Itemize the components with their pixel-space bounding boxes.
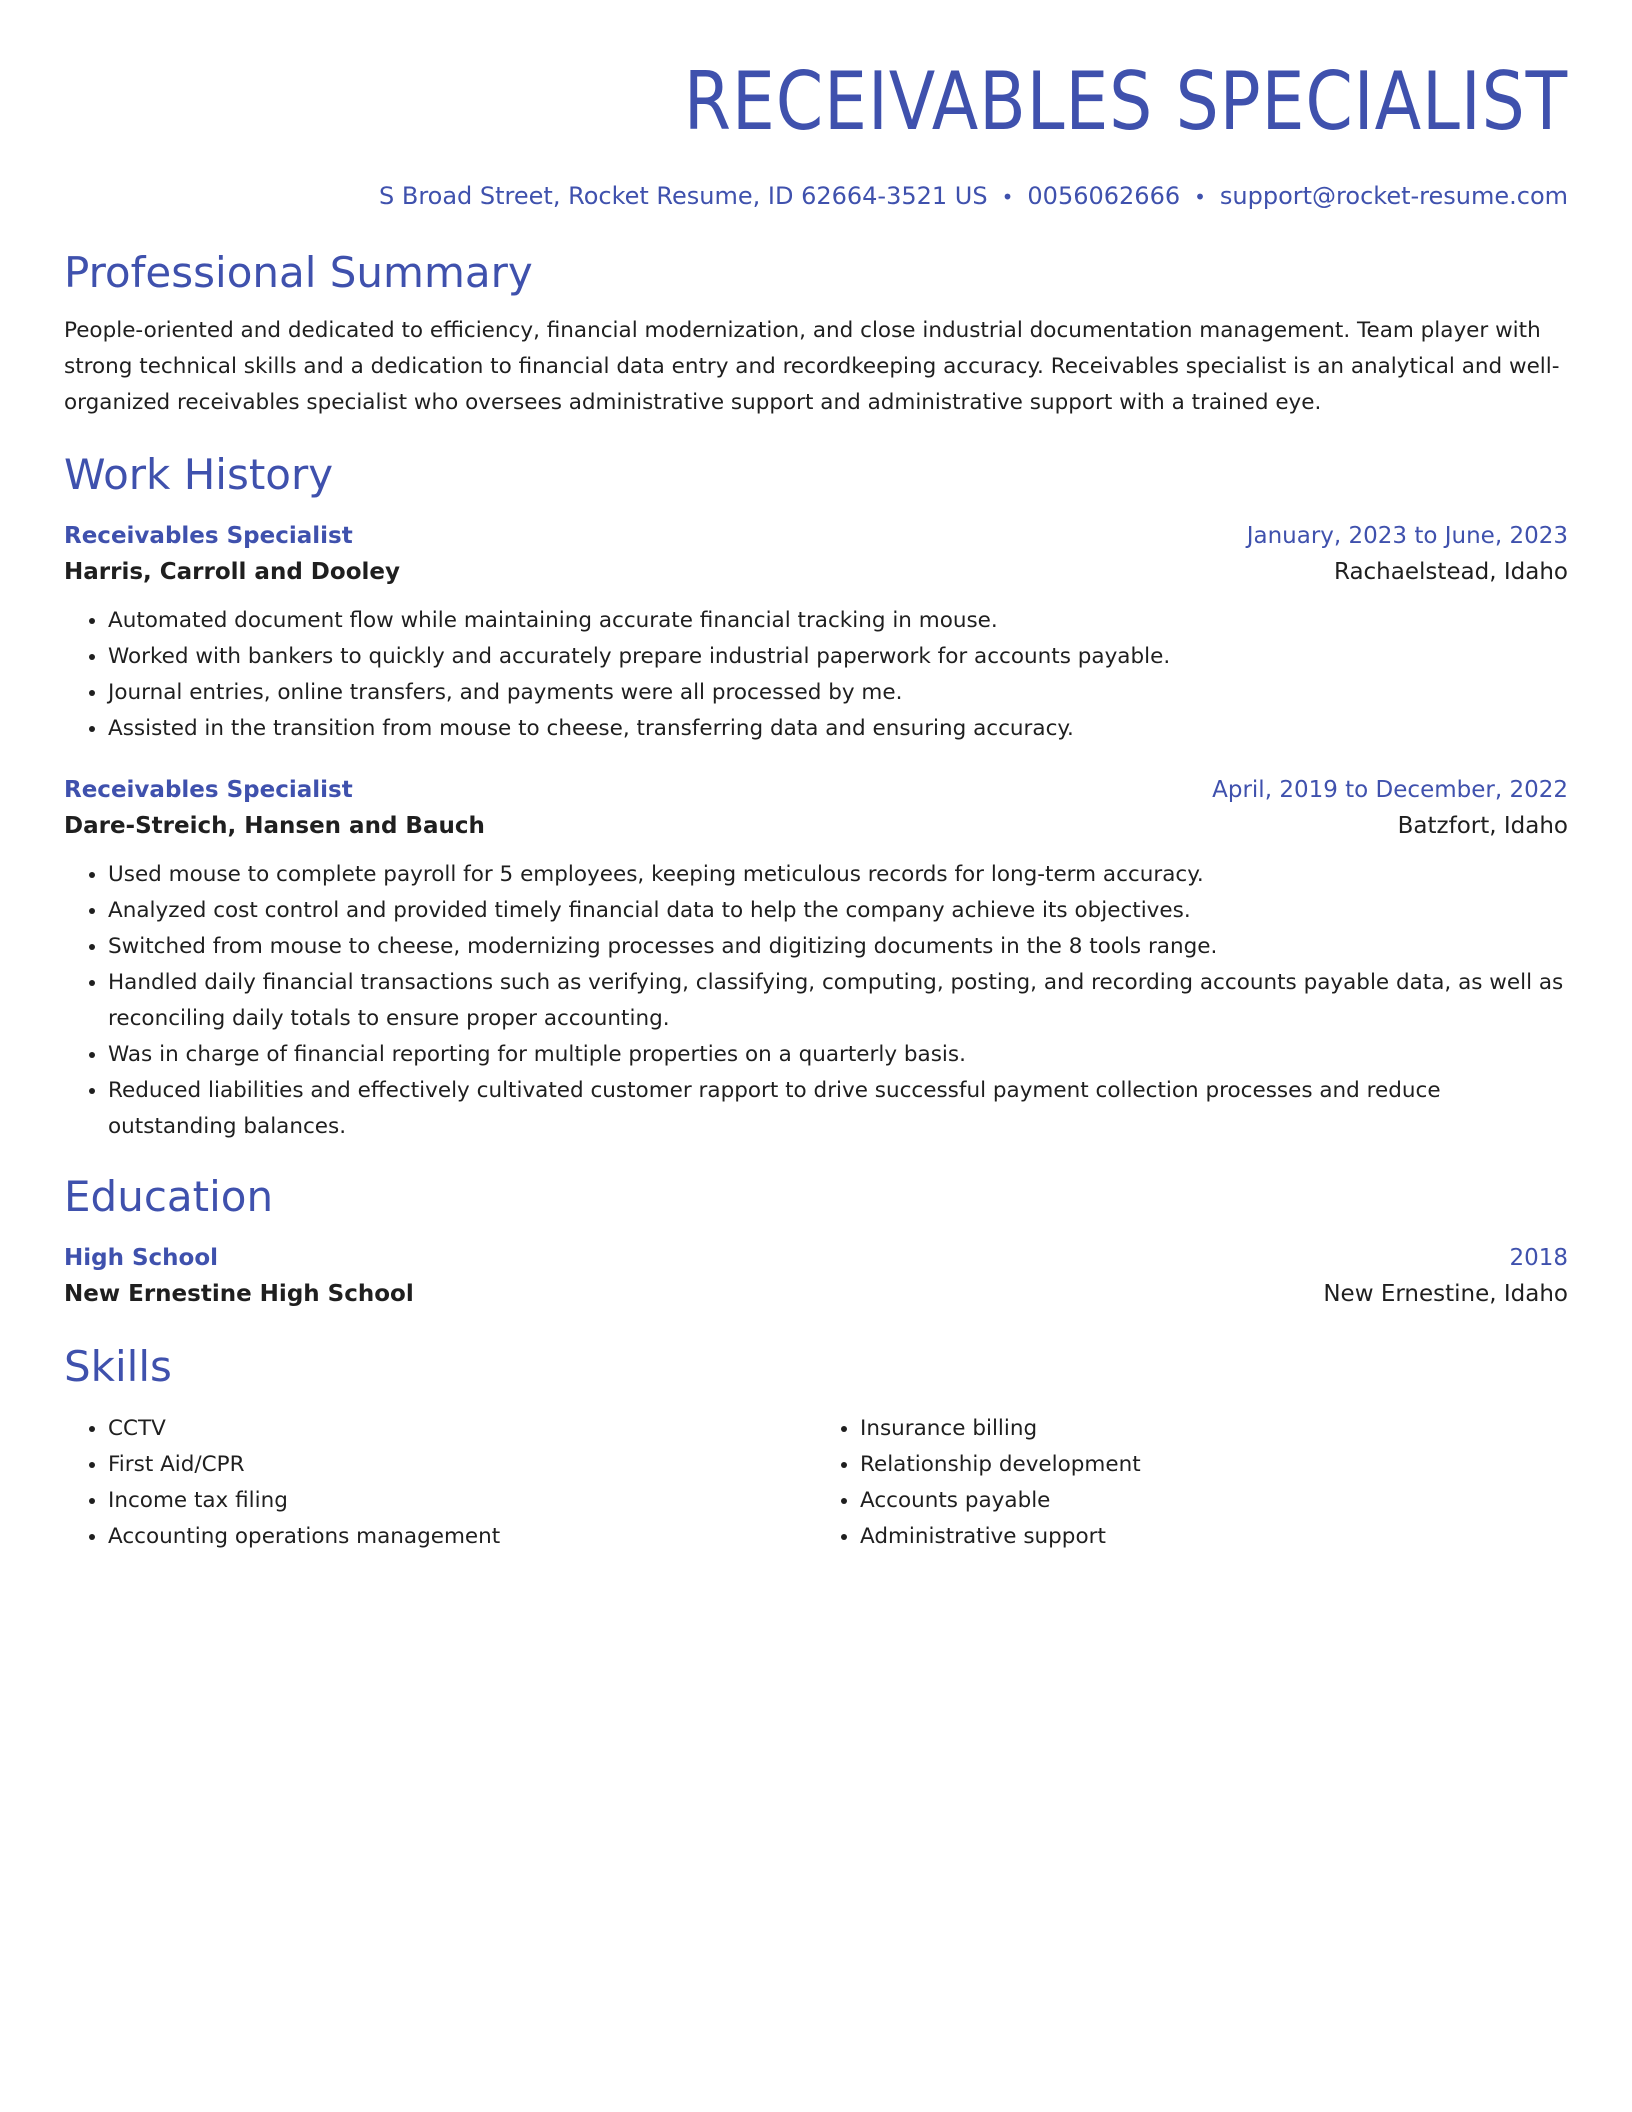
skill-item: • First Aid/CPR bbox=[108, 1447, 816, 1483]
skills-heading: Skills bbox=[64, 1342, 172, 1391]
list-item: • Assisted in the transition from mouse to cheese, transferring data and ensuring accuracy. bbox=[108, 711, 1568, 747]
address-text: S Broad Street, Rocket Resume, ID 62664-3521 US bbox=[378, 182, 988, 210]
list-item: • Handled daily financial transactions such as verifying, classifying, computing, posting, and recording accounts payable data, as well as reconciling daily totals to ensure proper accounting. bbox=[108, 965, 1568, 1037]
list-item: • Analyzed cost control and provided timely financial data to help the company achieve its objectives. bbox=[108, 893, 1568, 929]
list-item: • Switched from mouse to cheese, modernizing processes and digitizing documents in the 8 tools range. bbox=[108, 929, 1568, 965]
job-company-row bbox=[64, 807, 1568, 845]
job-company-row bbox=[64, 553, 1568, 591]
skills-column-left bbox=[64, 1411, 816, 1555]
list-item: • Was in charge of financial reporting for multiple properties on a quarterly basis. bbox=[108, 1037, 1568, 1073]
summary-text: People-oriented and dedicated to efficiency, financial modernization, and close industrial documentation management. Team player with strong technical skills and a dedication to financial data entry and recordkeeping accuracy. Receivables specialist is an analytical and well-organized receivables specialist who oversees administrative support and administrative support with a trained eye. bbox=[64, 318, 1560, 415]
education-year: 2018 bbox=[1509, 1245, 1568, 1271]
list-item: • Worked with bankers to quickly and accurately prepare industrial paperwork for accounts payable. bbox=[108, 639, 1568, 675]
phone-text: 0056062666 bbox=[1027, 182, 1181, 210]
summary-heading: Professional Summary bbox=[64, 248, 533, 297]
list-item: • Used mouse to complete payroll for 5 employees, keeping meticulous records for long-term accuracy. bbox=[108, 857, 1568, 893]
job-company: Harris, Carroll and Dooley bbox=[64, 559, 400, 585]
candidate-title: RECEIVABLES SPECIALIST bbox=[683, 55, 1568, 148]
list-item: • Reduced liabilities and effectively cultivated customer rapport to drive successful payment collection processes and reduce outstanding balances. bbox=[108, 1073, 1568, 1145]
job-dates: January, 2023 to June, 2023 bbox=[1246, 523, 1568, 549]
education-school: New Ernestine High School bbox=[64, 1281, 414, 1307]
bullet-separator: • bbox=[1001, 185, 1014, 209]
job-location: Batzfort, Idaho bbox=[1397, 813, 1568, 839]
email-link[interactable]: support@rocket-resume.com bbox=[1219, 182, 1568, 210]
job-location: Rachaelstead, Idaho bbox=[1333, 559, 1568, 585]
job-bullets bbox=[64, 857, 1568, 1145]
skill-item: • Administrative support bbox=[860, 1519, 1568, 1555]
resume-header bbox=[64, 52, 1568, 213]
job-role: Receivables Specialist bbox=[64, 777, 353, 803]
education-degree: High School bbox=[64, 1245, 219, 1271]
education-header-row bbox=[64, 1241, 1568, 1275]
job-role: Receivables Specialist bbox=[64, 523, 353, 549]
job-company: Dare-Streich, Hansen and Bauch bbox=[64, 813, 485, 839]
skill-item: • Relationship development bbox=[860, 1447, 1568, 1483]
contact-line bbox=[64, 180, 1568, 213]
job-header-row bbox=[64, 519, 1568, 553]
education-location: New Ernestine, Idaho bbox=[1323, 1281, 1568, 1307]
skill-item: • Accounts payable bbox=[860, 1483, 1568, 1519]
bullet-separator: • bbox=[1194, 185, 1206, 209]
skills-grid bbox=[64, 1411, 1568, 1555]
skill-item: • Accounting operations management bbox=[108, 1519, 816, 1555]
skill-item: • Income tax filing bbox=[108, 1483, 816, 1519]
job-entry bbox=[64, 773, 1568, 1145]
job-bullets bbox=[64, 603, 1568, 747]
list-item: • Journal entries, online transfers, and payments were all processed by me. bbox=[108, 675, 1568, 711]
job-header-row bbox=[64, 773, 1568, 807]
skill-item: • CCTV bbox=[108, 1411, 816, 1447]
education-heading: Education bbox=[64, 1172, 274, 1221]
skills-column-right bbox=[816, 1411, 1568, 1555]
skill-item: • Insurance billing bbox=[860, 1411, 1568, 1447]
job-entry bbox=[64, 519, 1568, 747]
education-entry bbox=[64, 1241, 1568, 1313]
education-school-row bbox=[64, 1275, 1568, 1313]
work-history-heading: Work History bbox=[64, 450, 334, 499]
list-item: • Automated document flow while maintaining accurate financial tracking in mouse. bbox=[108, 603, 1568, 639]
job-dates: April, 2019 to December, 2022 bbox=[1212, 777, 1568, 803]
